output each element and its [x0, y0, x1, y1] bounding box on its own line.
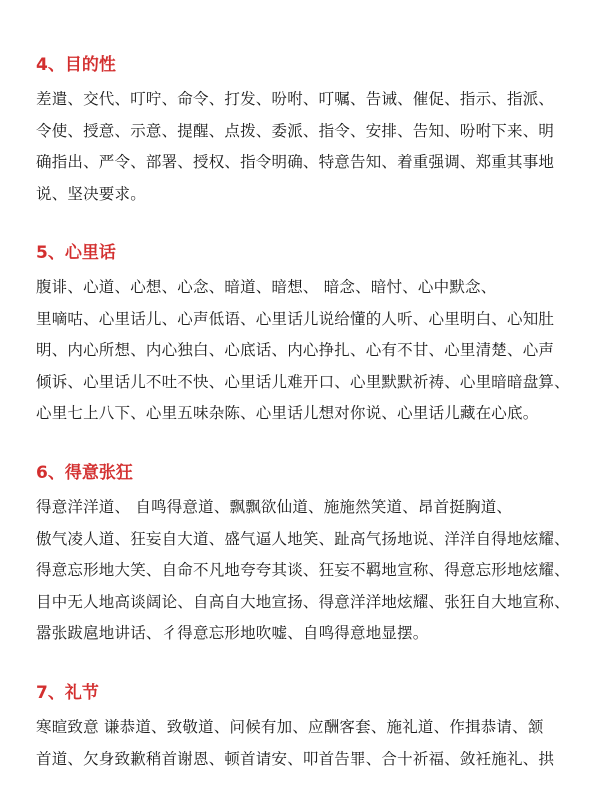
text-line: 差遣、交代、叮咛、命令、打发、吩咐、叮嘱、告诫、催促、指示、指派、: [36, 90, 555, 108]
text-line: 得意忘形地大笑、自命不凡地夸夸其谈、狂妄不羁地宣称、得意忘形地炫耀、: [36, 561, 570, 579]
section-body: [36, 492, 576, 650]
text-line: 明、内心所想、内心独白、心底话、内心挣扎、心有不甘、心里清楚、心声: [36, 341, 555, 359]
text-line: 得意洋洋道、 自鸣得意道、飘飘欲仙道、施施然笑道、昂首挺胸道、: [36, 498, 513, 516]
text-line: 傲气凌人道、狂妄自大道、盛气逼人地笑、趾高气扬地说、洋洋自得地炫耀、: [36, 529, 570, 548]
section-arrogance: [36, 462, 576, 650]
section-body: [36, 84, 576, 210]
text-line: 目中无人地高谈阔论、自高自大地宣扬、得意洋洋地炫耀、张狂自大地宣称、: [36, 592, 570, 611]
text-line: 里嘀咕、心里话儿、心声低语、心里话儿说给懂的人听、心里明白、心知肚: [36, 309, 555, 328]
section-body: [36, 272, 576, 430]
section-title: 6、得意张狂: [36, 463, 133, 483]
section-inner-thoughts: [36, 242, 576, 430]
section-title: 5、心里话: [36, 243, 116, 263]
text-line: 寒暄致意 谦恭道、致敬道、问候有加、应酬客套、施礼道、作揖恭请、颔: [36, 718, 544, 736]
text-line: 首道、欠身致歉稍首谢恩、顿首请安、叩首告罪、合十祈福、敛衽施礼、拱: [36, 749, 555, 768]
text-line: 说、坚决要求。: [36, 184, 146, 203]
section-purpose: [36, 54, 576, 210]
section-title: 4、目的性: [36, 55, 116, 75]
text-line: 腹诽、心道、心想、心念、暗道、暗想、 暗念、暗忖、心中默念、: [36, 278, 497, 296]
section-title: 7、礼节: [36, 683, 99, 703]
text-line: 心里七上八下、心里五味杂陈、心里话儿想对你说、心里话儿藏在心底。: [36, 404, 539, 422]
text-line: 嚣张跋扈地讲话、彳得意忘形地吹嘘、自鸣得意地显摆。: [36, 624, 429, 642]
text-line: 确指出、严令、部署、授权、指令明确、特意告知、着重强调、郑重其事地: [36, 153, 555, 171]
text-line: 令使、授意、示意、提醒、点拨、委派、指令、安排、告知、吩咐下来、明: [36, 121, 555, 140]
text-line: 倾诉、心里话儿不吐不快、心里话儿难开口、心里默默祈祷、心里暗暗盘算、: [36, 372, 570, 391]
section-body: [36, 712, 576, 775]
section-etiquette: [36, 682, 576, 775]
